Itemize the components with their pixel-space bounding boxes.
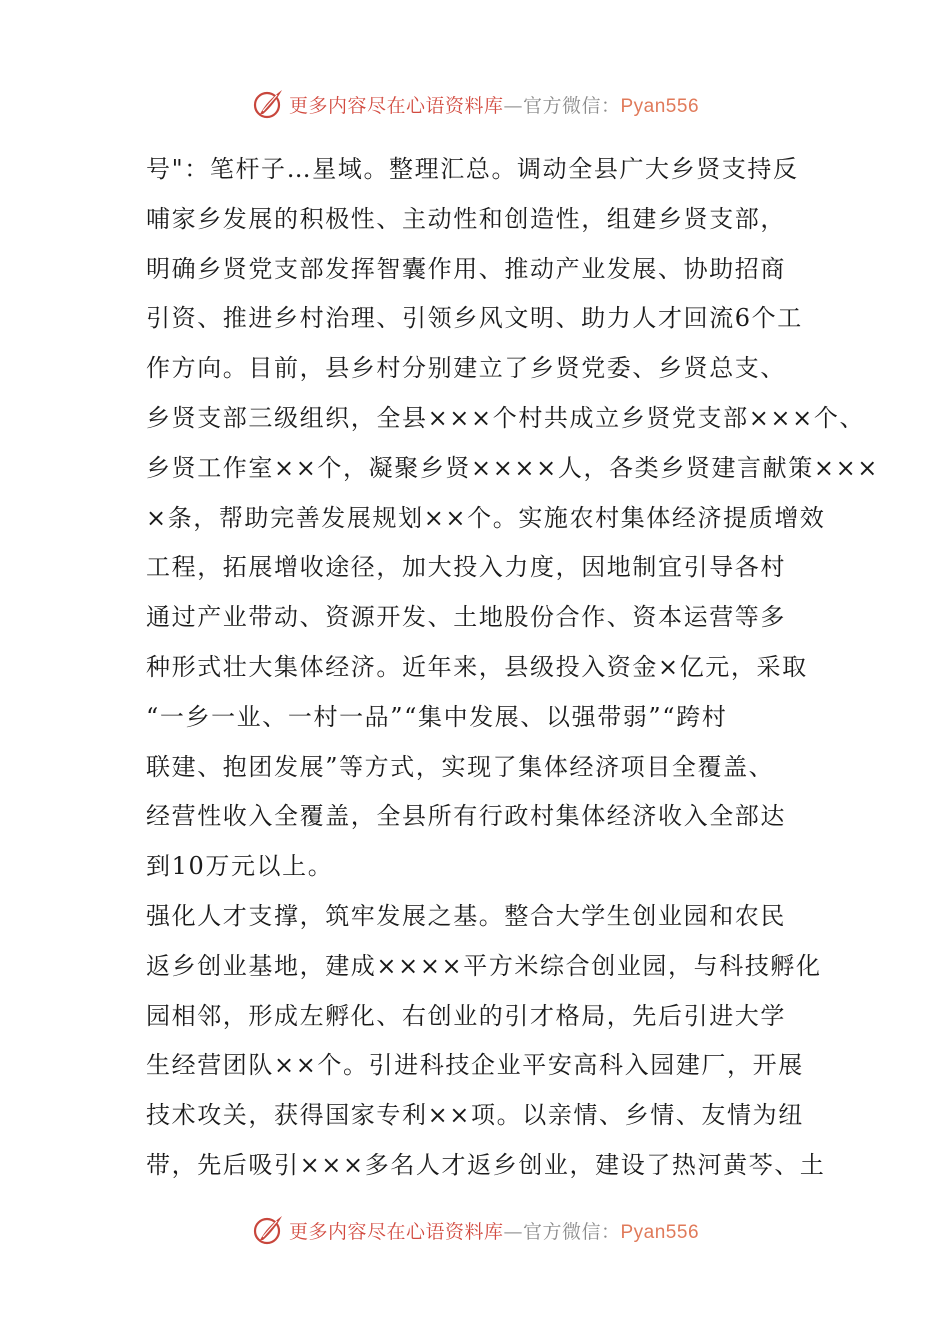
watermark-dash: —: [503, 94, 523, 117]
body-line: 返乡创业基地，建成××××平方米综合创业园，与科技孵化: [146, 951, 822, 980]
quill-logo-icon: [251, 1213, 285, 1247]
watermark-brand: 更多内容尽在心语资料库: [288, 1220, 504, 1243]
document-body: [146, 145, 879, 1191]
body-line: 通过产业带动、资源开发、土地股份合作、资本运营等多: [146, 603, 786, 632]
body-line: 号"：笔杆子…星域。整理汇总。调动全县广大乡贤支持反: [146, 155, 799, 183]
body-line: 技术攻关，获得国家专利××项。以亲情、乡情、友情为纽: [146, 1101, 804, 1130]
body-line: 带，先后吸引×××多名人才返乡创业，建设了热河黄芩、土: [146, 1150, 826, 1179]
watermark-label: 官方微信：: [522, 1220, 621, 1243]
body-line: 乡贤支部三级组织，全县×××个村共成立乡贤党支部×××个、: [146, 403, 866, 432]
footer-watermark: [0, 1210, 950, 1250]
body-line: 经营性收入全覆盖，全县所有行政村集体经济收入全部达: [146, 802, 786, 831]
watermark-wechat-id: Pyan556: [620, 1221, 700, 1243]
body-line: 明确乡贤党支部发挥智囊作用、推动产业发展、协助招商: [146, 254, 786, 283]
body-line: 生经营团队××个。引进科技企业平安高科入园建厂，开展: [146, 1051, 804, 1080]
body-line: ×条，帮助完善发展规划××个。实施农村集体经济提质增效: [146, 503, 826, 532]
body-line: 工程，拓展增收途径，加大投入力度，因地制宜引导各村: [146, 553, 786, 582]
body-line: 园相邻，形成左孵化、右创业的引才格局，先后引进大学: [146, 1001, 786, 1030]
watermark-brand: 更多内容尽在心语资料库: [288, 94, 504, 117]
header-watermark: [0, 84, 950, 124]
watermark-dash: —: [503, 1220, 523, 1243]
watermark-label: 官方微信：: [522, 94, 621, 117]
body-line: 引资、推进乡村治理、引领乡风文明、助力人才回流6个工: [146, 304, 803, 333]
body-line: 强化人才支撑，筑牢发展之基。整合大学生创业园和农民: [146, 901, 786, 930]
body-line: 种形式壮大集体经济。近年来，县级投入资金×亿元，采取: [146, 652, 808, 681]
quill-logo-icon: [251, 87, 285, 121]
body-line: 乡贤工作室××个，凝聚乡贤××××人，各类乡贤建言献策×××: [146, 453, 879, 482]
body-line: 到10万元以上。: [146, 852, 334, 881]
watermark-wechat-id: Pyan556: [620, 95, 700, 117]
body-line: “一乡一业、一村一品”“集中发展、以强带弱”“跨村: [146, 702, 728, 731]
body-line: 联建、抱团发展”等方式，实现了集体经济项目全覆盖、: [146, 752, 775, 781]
body-line: 哺家乡发展的积极性、主动性和创造性，组建乡贤支部，: [146, 204, 786, 233]
body-line: 作方向。目前，县乡村分别建立了乡贤党委、乡贤总支、: [146, 354, 786, 383]
